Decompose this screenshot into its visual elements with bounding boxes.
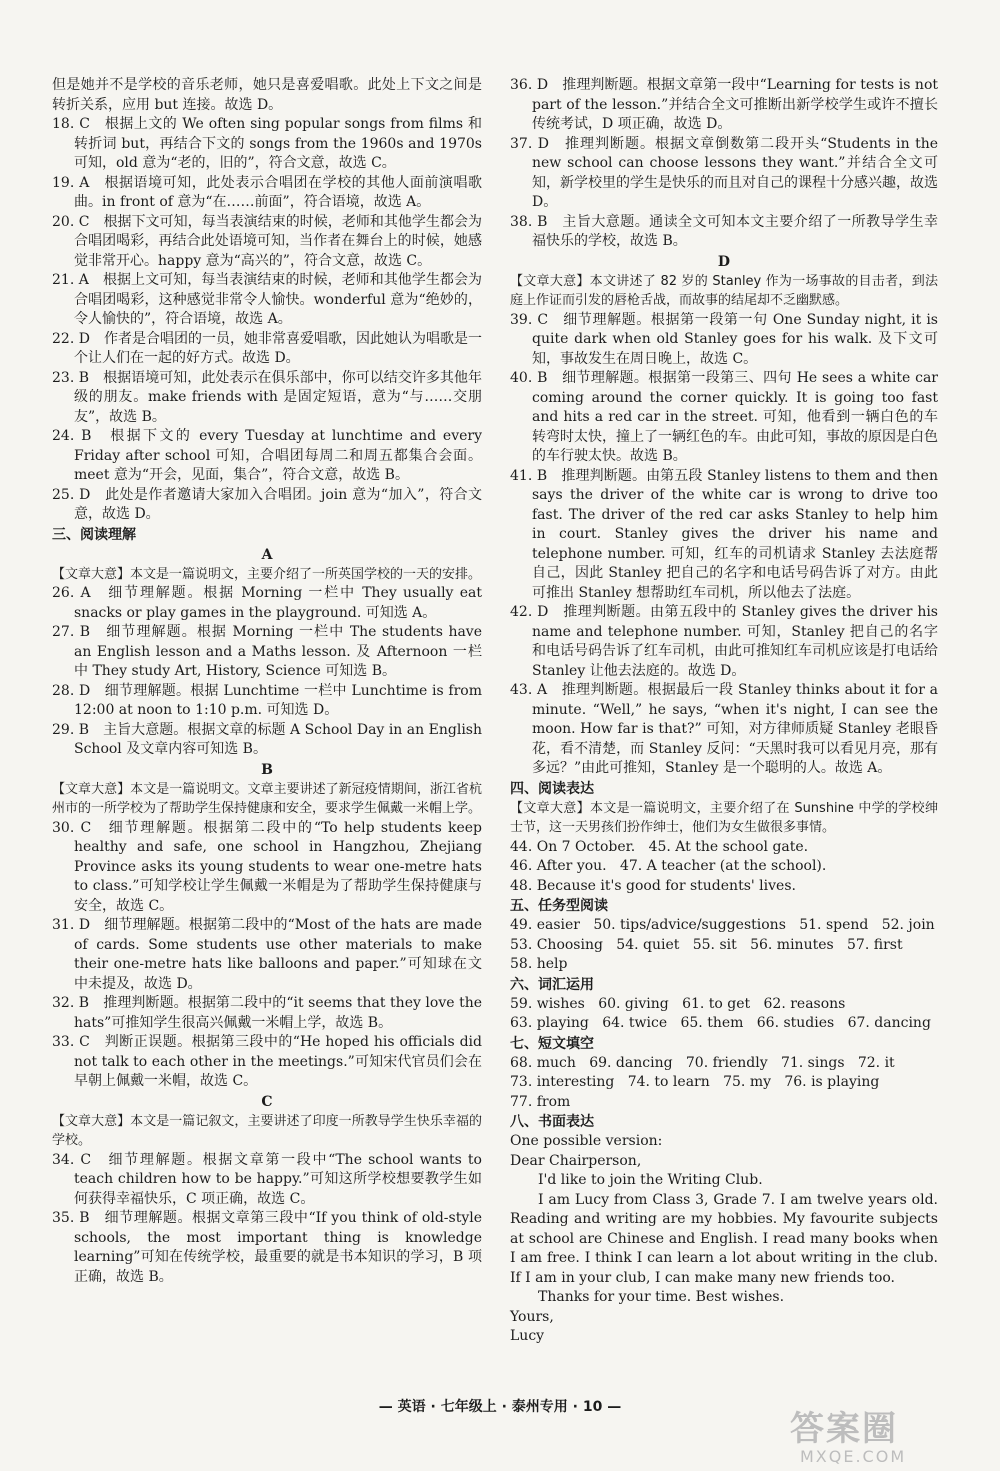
answer-line: 63. playing 64. twice 65. them 66. studies 67. dancing xyxy=(510,1015,931,1031)
summary-c: 【文章大意】本文是一篇记叙文，主要讲述了印度一所教导学生快乐幸福的学校。 xyxy=(52,1113,482,1148)
answer-line: 44. On 7 October. 45. At the school gate. xyxy=(510,838,809,855)
list-item: 41. B 推理判断题。由第五段 Stanley listens to them and then says the driver of the white car is wrong to drive too fast. The driver of the red car asks Stanley to help him in court. Stanley gives the driver his name and telephone number. 可知，红车的司机请求 Stanley 去法庭帮自己，因此 Stanley 把自己的名字和电话号码告诉了对方。由此可推出 Stanley 想帮助红车司机，所以他去了法庭。 xyxy=(510,467,938,601)
list-item: 34. C 细节理解题。根据文章第一段中“The school wants to teach children how to be happy.”可知这所学校想要教学生如何获得幸福快乐，C 项正确，故选 C。 xyxy=(52,1151,482,1207)
section-heading-4: 四、阅读表达 xyxy=(510,780,594,797)
list-item: 39. C 细节理解题。根据第一段第一句 One Sunday night, it is quite dark when old Stanley goes for his walk. 及下文可知，事故发生在周日晚上，故选 C。 xyxy=(510,311,938,367)
summary-d: 【文章大意】本文讲述了 82 岁的 Stanley 作为一场事故的目击者，到法庭上作证而引发的唇枪舌战，而故事的结尾却不乏幽默感。 xyxy=(510,273,938,308)
letter-signature: Lucy xyxy=(510,1328,545,1344)
passage-label-c: C xyxy=(261,1093,273,1110)
answer-line: 46. After you. 47. A teacher (at the school). xyxy=(510,858,827,874)
list-item: 36. D 推理判断题。根据文章第一段中“Learning for tests is not part of the lesson.”并结合全文可推断出新学校学生或许不擅长传统考试，D 项正确，故选 D。 xyxy=(510,77,938,132)
letter-thanks: Thanks for your time. Best wishes. xyxy=(538,1289,785,1305)
summary-section-4: 【文章大意】本文是一篇说明文，主要介绍了在 Sunshine 中学的学校绅士节，这一天男孩们扮作绅士，他们为女生做很多事情。 xyxy=(510,800,938,835)
list-item: 21. A 根据上文可知，每当表演结束的时候，老师和其他学生都会为合唱团喝彩，这种感觉非常令人愉快。wonderful 意为“绝妙的，令人愉快的”，符合语境，故选 A。 xyxy=(52,272,482,327)
right-column xyxy=(510,76,938,1347)
list-item: 35. B 细节理解题。根据文章第三段中“If you think of old-style schools, the most important thing is knowledge learning”可知在传统学校，最重要的就是书本知识的学习，B 项正确，故选 B。 xyxy=(52,1210,482,1285)
watermark-url: MXQE.COM xyxy=(800,1447,907,1466)
answers-18-25 xyxy=(52,115,482,525)
section-heading-7: 七、短文填空 xyxy=(510,1035,594,1052)
list-item: 25. D 此处是作者邀请大家加入合唱团。join 意为“加入”，符合文意，故选 D。 xyxy=(52,486,482,522)
intro-paragraph: 但是她并不是学校的音乐老师，她只是喜爱唱歌。此处上下文之间是转折关系，应用 but 连接。故选 D。 xyxy=(52,77,482,113)
section-heading-8: 八、书面表达 xyxy=(510,1114,594,1130)
list-item: 32. B 推理判断题。根据第二段中的“it seems that they love the hats”可推知学生很高兴佩戴一米帽上学，故选 B。 xyxy=(52,995,482,1031)
answer-line: 48. Because it's good for students' lives. xyxy=(510,877,796,894)
page-footer: — 英语 · 七年级上 · 泰州专用 · 10 — xyxy=(378,1399,622,1415)
list-item: 29. B 主旨大意题。根据文章的标题 A School Day in an English School 及文章内容可知选 B。 xyxy=(52,721,482,757)
passage-label-a: A xyxy=(261,546,273,563)
list-item: 33. C 判断正误题。根据第三段中的“He hoped his officials did not talk to each other in the meetings.”可知宋代官员们会在早朝上佩戴一米帽，故选 C。 xyxy=(52,1034,482,1089)
left-column xyxy=(52,76,482,1287)
answer-line: 73. interesting 74. to learn 75. my 76. is playing xyxy=(510,1074,880,1090)
list-item: 27. B 细节理解题。根据 Morning 一栏中 The students have an English lesson and a Maths lesson. 及 Afternoon 一栏中 They study Art, History, Science 可知选 B。 xyxy=(52,624,482,679)
answer-line: 49. easier 50. tips/advice/suggestions 51. spend 52. join xyxy=(510,917,935,933)
list-item: 18. C 根据上文的 We often sing popular songs from films 和转折词 but，再结合下文的 songs from the 1960s and 1970s 可知，old 意为“老的，旧的”，符合文意，故选 C。 xyxy=(52,116,482,171)
list-item: 22. D 作者是合唱团的一员，她非常喜爱唱歌，因此她认为唱歌是一个让人们在一起的好方式。故选 D。 xyxy=(52,330,482,366)
summary-a: 【文章大意】本文是一篇说明文，主要介绍了一所英国学校的一天的安排。 xyxy=(52,566,482,582)
list-item: 42. D 推理判断题。由第五段中的 Stanley gives the driver his name and telephone number. 可知，Stanley 把自己的名字和电话号码告诉了红车司机，由此可推知红车司机应该是打电话给 Stanley 让他去法庭的。故选 D。 xyxy=(510,604,938,679)
letter-opening: I'd like to join the Writing Club. xyxy=(538,1172,763,1188)
passage-label-d: D xyxy=(717,253,731,270)
list-item: 28. D 细节理解题。根据 Lunchtime 一栏中 Lunchtime is from 12:00 at noon to 1:10 p.m. 可知选 D。 xyxy=(52,682,482,718)
list-item: 24. B 根据下文的 every Tuesday at lunchtime and every Friday after school 可知，合唱团每周二和周五都集合会面。meet 意为“开会，见面，集合”，符合文意，故选 B。 xyxy=(52,428,482,483)
list-item: 30. C 细节理解题。根据第二段中的“To help students keep healthy and safe, one school in Hangzhou, Zhejiang Province asks its young students to wear one-metre hats to class.”可知学校让学生佩戴一米帽是为了帮助学生保持健康与安全，故选 C。 xyxy=(52,819,482,914)
list-item: 20. C 根据下文可知，每当表演结束的时候，老师和其他学生都会为合唱团喝彩，再结合此处语境可知，当作者在舞台上的时候，她感觉非常开心。happy 意为“高兴的”，符合文意，故选 C。 xyxy=(52,213,482,269)
list-item: 26. A 细节理解题。根据 Morning 一栏中 They usually eat snacks or play games in the playground. 可知选 A。 xyxy=(52,585,482,621)
list-item: 19. A 根据语境可知，此处表示合唱团在学校的其他人面前演唱歌曲。in front of 意为“在……前面”，符合语境，故选 A。 xyxy=(52,174,482,210)
summary-b: 【文章大意】本文是一篇说明文。文章主要讲述了新冠疫情期间，浙江省杭州市的一所学校为了帮助学生保持健康和安全，要求学生佩戴一米帽上学。 xyxy=(52,781,482,816)
section-heading-6: 六、词汇运用 xyxy=(510,976,594,993)
section-heading-3: 三、阅读理解 xyxy=(52,526,136,543)
letter-body: I am Lucy from Class 3, Grade 7. I am twelve years old. Reading and writing are my hobbies. My favourite subjects at school are Chinese and English. I read many books when I am free. I think I can learn a lot about writing in the club. If I am in your club, I can make many new friends too. xyxy=(510,1191,938,1286)
list-item: 23. B 根据语境可知，此处表示在俱乐部中，你可以结交许多其他年级的朋友。make friends with 是固定短语，意为“与……交朋友”，故选 B。 xyxy=(52,369,482,425)
list-item: 38. B 主旨大意题。通读全文可知本文主要介绍了一所教导学生幸福快乐的学校，故选 B。 xyxy=(510,213,938,249)
sample-letter xyxy=(510,1132,938,1347)
letter-greeting: Dear Chairperson, xyxy=(510,1152,642,1169)
list-item: 40. B 细节理解题。根据第一段第三、四句 He sees a white car coming around the corner quickly. It is going too fast and hits a red car in the street. 可知，他看到一辆白色的车转弯时太快，撞上了一辆红色的车。由此可知，事故的原因是白色的车行驶太快。故选 B。 xyxy=(510,370,938,464)
watermark-text: 答案圈 xyxy=(790,1409,898,1449)
passage-label-b: B xyxy=(261,761,273,778)
answer-line: 53. Choosing 54. quiet 55. sit 56. minutes 57. first xyxy=(510,936,903,953)
answer-line: 68. much 69. dancing 70. friendly 71. sings 72. it xyxy=(510,1054,895,1071)
answer-line: 58. help xyxy=(510,956,568,972)
watermark-logo xyxy=(790,1410,980,1466)
list-item: 43. A 推理判断题。根据最后一段 Stanley thinks about it for a minute. “Well,” he says, “when it's night, I can see the moon. How far is that?” 可知，对方律师质疑 Stanley 老眼昏花，看不清楚，而 Stanley 反问：“天黑时我可以看见月亮，那有多远？”由此可推知，Stanley 是一个聪明的人。故选 A。 xyxy=(510,682,938,776)
list-item: 37. D 推理判断题。根据文章倒数第二段开头“Students in the new school can choose lessons they want.”并结合全文可知，新学校里的学生是快乐的而且对自己的课程十分感兴趣，故选 D。 xyxy=(510,135,938,210)
answer-line: 77. from xyxy=(510,1093,571,1110)
answer-line: 59. wishes 60. giving 61. to get 62. reasons xyxy=(510,995,846,1012)
list-item: 31. D 细节理解题。根据第二段中的“Most of the hats are made of cards. Some students use other materials to make their one-metre hats like balloons and paper.”可知球在文中未提及，故选 D。 xyxy=(52,917,482,992)
letter-closing: Yours, xyxy=(510,1308,554,1325)
letter-version-label: One possible version: xyxy=(510,1133,663,1149)
section-heading-5: 五、任务型阅读 xyxy=(510,898,608,914)
